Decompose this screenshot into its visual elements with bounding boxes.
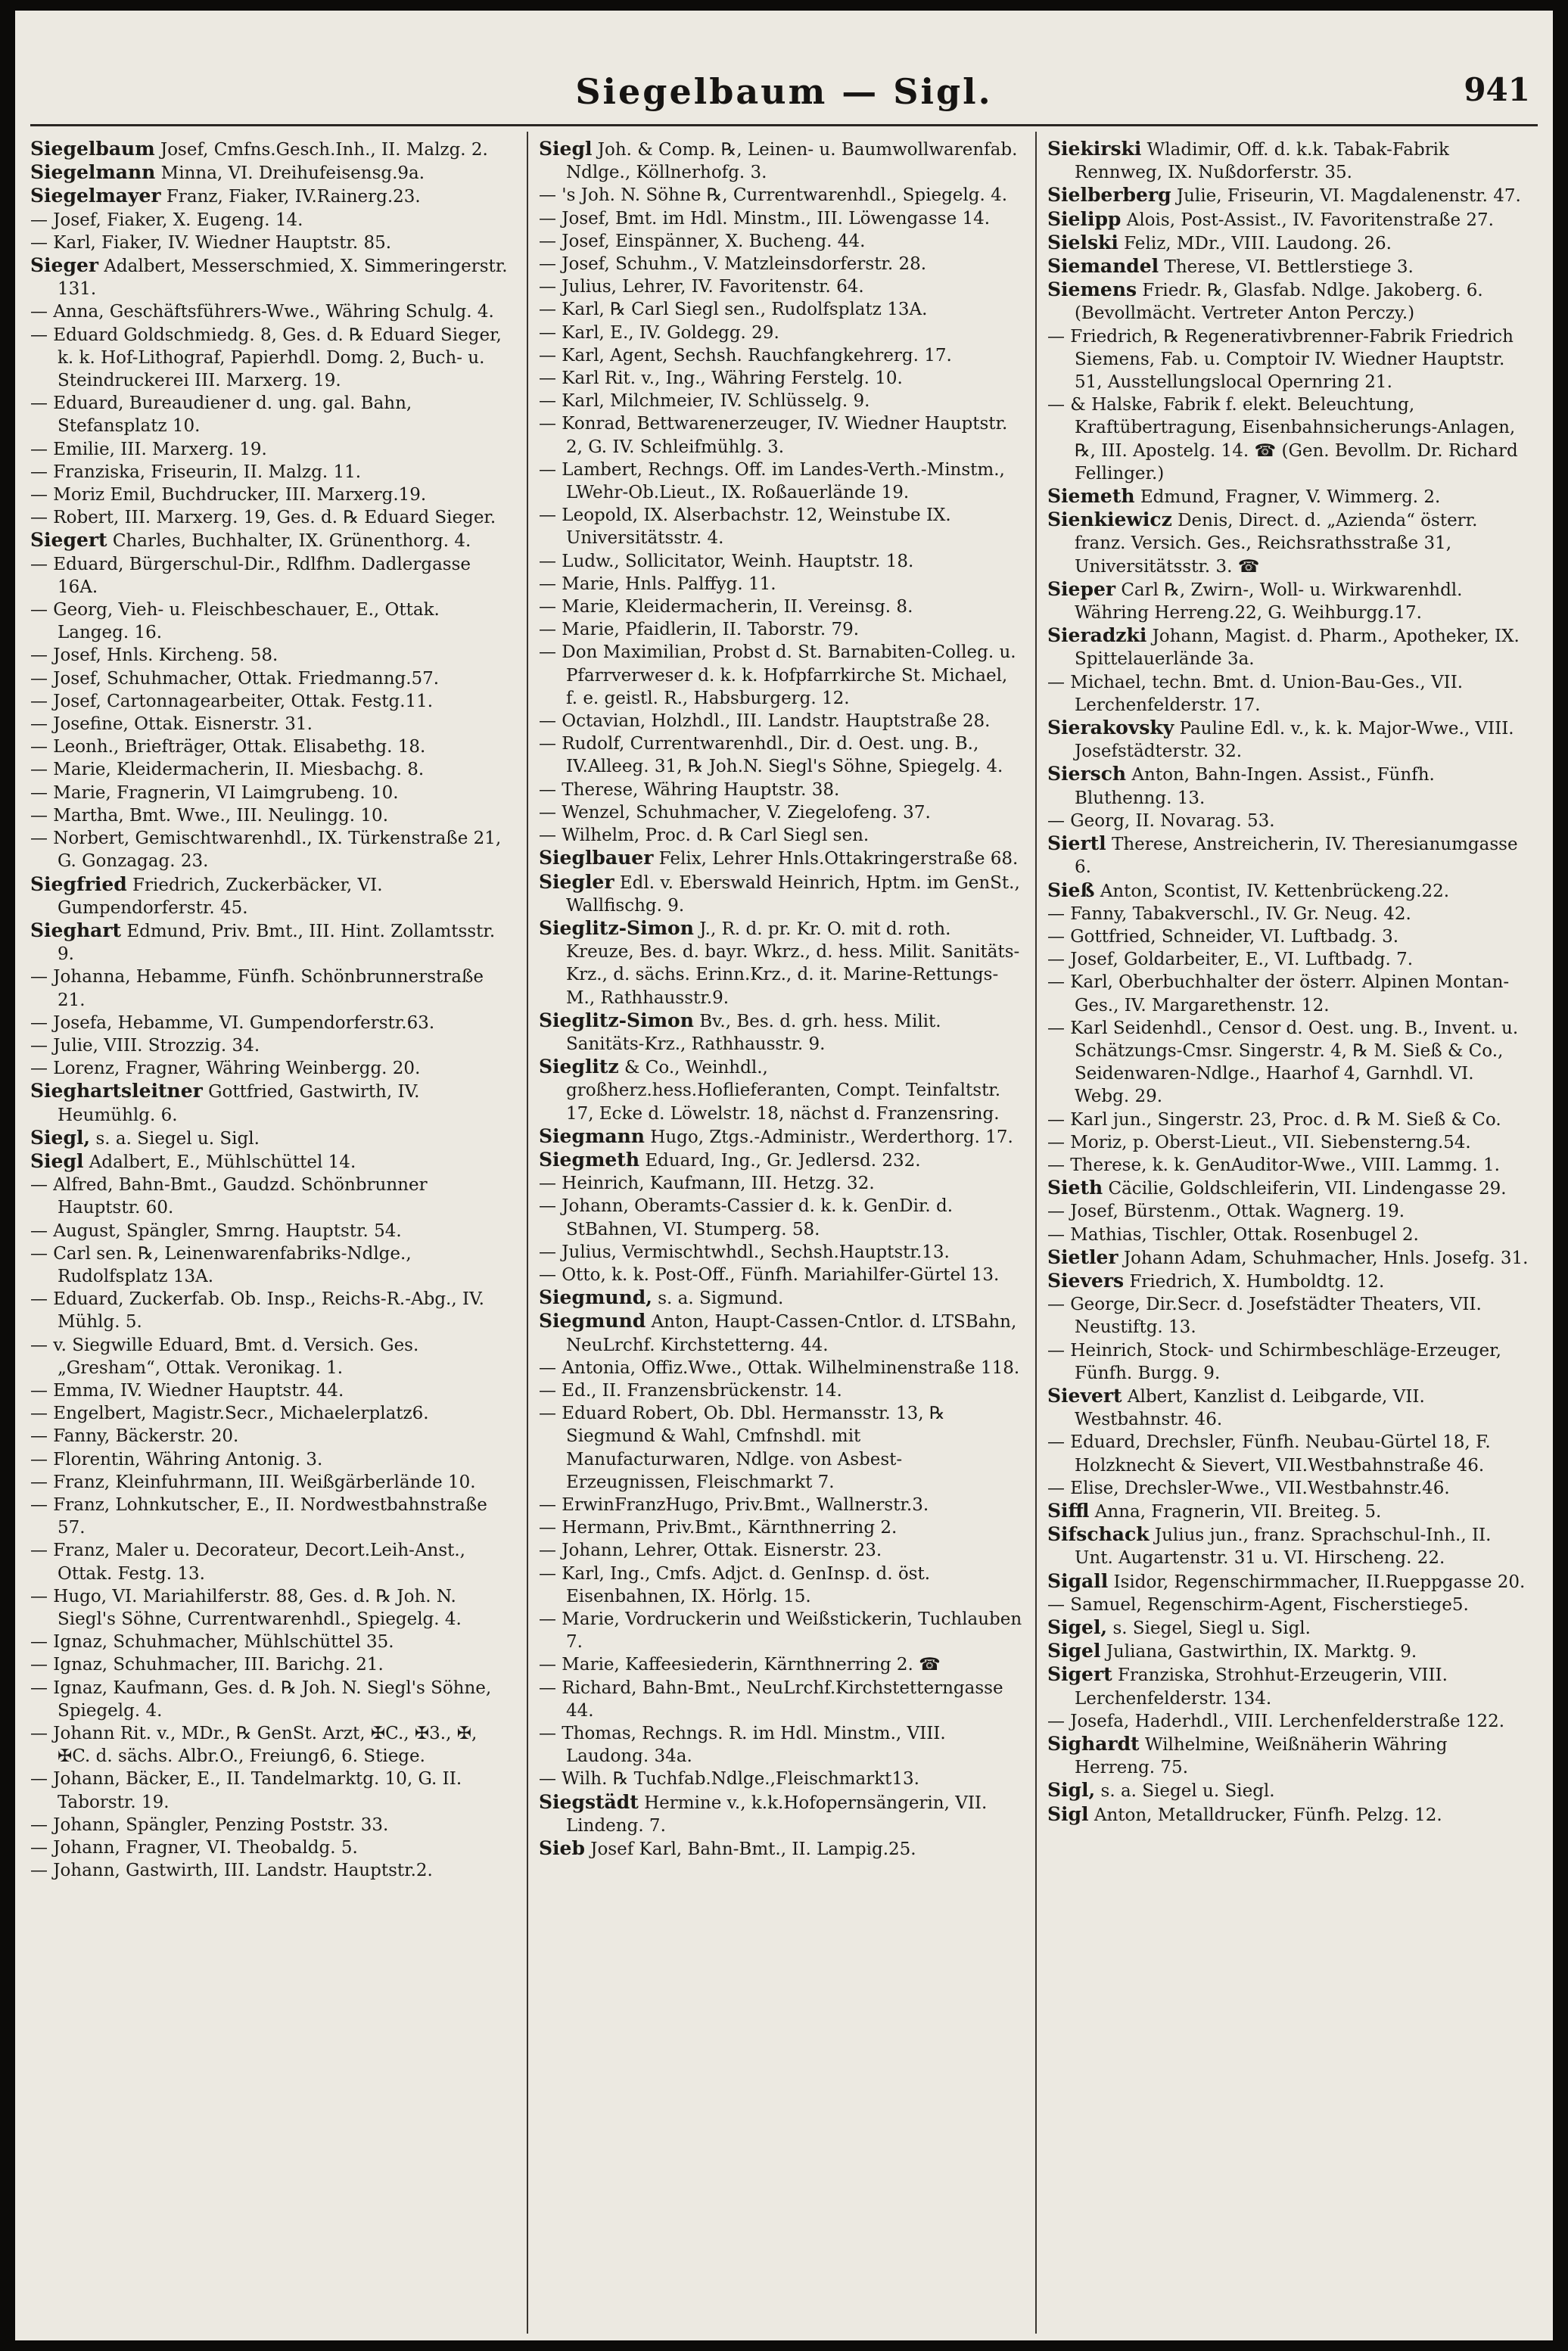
directory-entry: — Johann, Fragner, VI. Theobaldg. 5. [30,1838,358,1858]
directory-entry: Sigl Anton, Metalldrucker, Fünfh. Pelzg. 12. [1047,1802,1442,1825]
directory-entry: — Emma, IV. Wiedner Hauptstr. 44. [30,1380,344,1401]
column-divider [1035,132,1037,2334]
directory-entry: — Karl, E., IV. Goldegg. 29. [539,322,779,343]
directory-entry: Sienkiewicz Denis, Direct. d. „Azienda“ österr. franz. Versich. Ges., Reichsrathsstraße 31, Universitätsstr. 3. ☎ [1047,508,1478,577]
directory-entry: — Josefa, Haderhdl., VIII. Lerchenfelderstraße 122. [1047,1711,1505,1731]
directory-entry: Sievers Friedrich, X. Humboldtg. 12. [1047,1269,1385,1292]
directory-entry: Siegert Charles, Buchhalter, IX. Grünenthorg. 4. [30,529,471,552]
directory-entry: — Wilh. ℞ Tuchfab.Ndlge.,Fleischmarkt13. [539,1769,919,1790]
directory-entry: Sierakovsky Pauline Edl. v., k. k. Major-Wwe., VIII. Josefstädterstr. 32. [1047,717,1514,762]
page-number: 941 [1464,71,1530,108]
directory-entry: — Georg, Vieh- u. Fleischbeschauer, E., Ottak. Langeg. 16. [30,600,440,643]
directory-entry: — Josef, Goldarbeiter, E., VI. Luftbadg. 7. [1047,950,1414,970]
directory-entry: — George, Dir.Secr. d. Josefstädter Theaters, VII. Neustiftg. 13. [1047,1295,1482,1338]
directory-entry: — Alfred, Bahn-Bmt., Gaudzd. Schönbrunner Hauptstr. 60. [30,1175,428,1218]
directory-entry: — Ignaz, Schuhmacher, Mühlschüttel 35. [30,1632,394,1653]
directory-entry: Sieb Josef Karl, Bahn-Bmt., II. Lampig.25. [539,1837,916,1860]
column-1 [30,138,515,2332]
directory-entry: Siegmeth Eduard, Ing., Gr. Jedlersd. 232. [539,1148,921,1171]
directory-entry: Siertl Therese, Anstreicherin, IV. Theresianumgasse 6. [1047,832,1518,878]
directory-entry: — Josef, Einspänner, X. Bucheng. 44. [539,231,866,251]
directory-entry: — Heinrich, Stock- und Schirmbeschläge-Erzeuger, Fünfh. Burgg. 9. [1047,1340,1501,1383]
directory-entry: — Fanny, Tabakverschl., IV. Gr. Neug. 42. [1047,903,1411,924]
directory-entry: — 's Joh. N. Söhne ℞, Currentwarenhdl., Spiegelg. 4. [539,185,1008,206]
directory-entry: — Michael, techn. Bmt. d. Union-Bau-Ges., VII. Lerchenfelderstr. 17. [1047,672,1464,715]
directory-entry: — Konrad, Bettwarenerzeuger, IV. Wiedner Hauptstr. 2, G. IV. Schleifmühlg. 3. [539,414,1008,457]
directory-entry: — Marie, Kaffeesiederin, Kärnthnerring 2. ☎ [539,1655,941,1675]
directory-entry: Sigel, s. Siegel, Siegl u. Sigl. [1047,1616,1311,1638]
directory-entry: Siegler Edl. v. Eberswald Heinrich, Hptm. im GenSt., Wallfischg. 9. [539,870,1020,916]
directory-entry: — Florentin, Währing Antonig. 3. [30,1449,323,1469]
directory-entry: — Heinrich, Kaufmann, III. Hetzg. 32. [539,1174,875,1194]
directory-entry: Siegstädt Hermine v., k.k.Hofopernsängerin, VII. Lindeng. 7. [539,1790,988,1836]
column-2 [539,138,1023,2332]
directory-entry: — Martha, Bmt. Wwe., III. Neulingg. 10. [30,805,389,826]
directory-entry: — Georg, II. Novarag. 53. [1047,810,1275,831]
directory-entry: Siegfried Friedrich, Zuckerbäcker, VI. Gumpendorferstr. 45. [30,872,383,918]
directory-entry: — Karl, Ing., Cmfs. Adjct. d. GenInsp. d. öst. Eisenbahnen, IX. Hörlg. 15. [539,1563,931,1606]
directory-entry: — Franz, Kleinfuhrmann, III. Weißgärberlände 10. [30,1472,476,1492]
directory-page [15,11,1553,2340]
directory-entry: — Engelbert, Magistr.Secr., Michaelerplatz6. [30,1404,429,1424]
directory-entry: — August, Spängler, Smrng. Hauptstr. 54. [30,1221,402,1241]
directory-entry: — Leonh., Briefträger, Ottak. Elisabethg. 18. [30,737,426,757]
directory-entry: Siemens Friedr. ℞, Glasfab. Ndlge. Jakoberg. 6. (Bevollmächt. Vertreter Anton Perczy.) [1047,278,1483,324]
directory-entry: Siegmann Hugo, Ztgs.-Administr., Werderthorg. 17. [539,1124,1013,1147]
directory-entry: — Carl sen. ℞, Leinenwarenfabriks-Ndlge., Rudolfsplatz 13A. [30,1243,412,1286]
directory-entry: Siegelmayer Franz, Fiaker, IV.Rainerg.23. [30,185,421,207]
directory-entry: Siersch Anton, Bahn-Ingen. Assist., Fünfh. Bluthenng. 13. [1047,763,1435,808]
directory-entry: Sieß Anton, Scontist, IV. Kettenbrückeng.22. [1047,879,1450,901]
directory-entry: — Robert, III. Marxerg. 19, Ges. d. ℞ Eduard Sieger. [30,508,496,528]
directory-entry: Siekirski Wladimir, Off. d. k.k. Tabak-Fabrik Rennweg, IX. Nußdorferstr. 35. [1047,138,1449,183]
directory-entry: Siegl Joh. & Comp. ℞, Leinen- u. Baumwollwarenfab. Ndlge., Köllnerhofg. 3. [539,138,1018,183]
directory-entry: Sielipp Alois, Post-Assist., IV. Favoritenstraße 27. [1047,207,1494,230]
directory-entry: — v. Siegwille Eduard, Bmt. d. Versich. Ges. „Gresham“, Ottak. Veronikag. 1. [30,1335,419,1378]
directory-entry: — Anna, Geschäftsführers-Wwe., Währing Schulg. 4. [30,302,494,322]
directory-entry: Siemeth Edmund, Fragner, V. Wimmerg. 2. [1047,485,1441,508]
directory-entry: Sievert Albert, Kanzlist d. Leibgarde, VII. Westbahnstr. 46. [1047,1384,1425,1430]
directory-entry: — Hugo, VI. Mariahilferstr. 88, Ges. d. ℞ Joh. N. Siegl's Söhne, Currentwarenhdl., Spiegelg. 4. [30,1586,462,1629]
directory-entry: — Johann, Bäcker, E., II. Tandelmarktg. 10, G. II. Taborstr. 19. [30,1769,462,1812]
directory-entry: — Eduard Robert, Ob. Dbl. Hermansstr. 13, ℞ Siegmund & Wahl, Cmfnshdl. mit Manufacturwaren, Ndlge. von Asbest-Erzeugnissen, Fleischmarkt 7. [539,1404,945,1492]
directory-entry: — Julius, Lehrer, IV. Favoritenstr. 64. [539,277,864,297]
directory-entry: — Julius, Vermischtwhdl., Sechsh.Hauptstr.13. [539,1242,950,1262]
directory-entry: — Wilhelm, Proc. d. ℞ Carl Siegl sen. [539,826,870,846]
directory-entry: Siegmund, s. a. Sigmund. [539,1286,784,1309]
directory-entry: — Johann, Spängler, Penzing Poststr. 33. [30,1815,389,1835]
directory-entry: — Eduard, Zuckerfab. Ob. Insp., Reichs-R.-Abg., IV. Mühlg. 5. [30,1289,484,1333]
directory-entry: — Josef, Cartonnagearbeiter, Ottak. Festg.11. [30,691,434,711]
directory-entry: — Therese, Währing Hauptstr. 38. [539,779,840,800]
directory-entry: — Karl jun., Singerstr. 23, Proc. d. ℞ M. Sieß & Co. [1047,1109,1501,1130]
directory-entry: — Marie, Hnls. Palffyg. 11. [539,574,776,594]
directory-entry: Sieger Adalbert, Messerschmied, X. Simmeringerstr. 131. [30,254,508,300]
directory-entry: — Johann, Oberamts-Cassier d. k. k. GenDir. d. StBahnen, VI. Stumperg. 58. [539,1196,954,1239]
directory-entry: — Josef, Fiaker, X. Eugeng. 14. [30,210,303,230]
page-header [15,11,1553,112]
directory-entry: Sifschack Julius jun., franz. Sprachschul-Inh., II. Unt. Augartenstr. 31 u. VI. Hirscheng. 22. [1047,1523,1492,1569]
directory-entry: — Samuel, Regenschirm-Agent, Fischerstiege5. [1047,1594,1469,1615]
directory-entry: — Johann, Gastwirth, III. Landstr. Hauptstr.2. [30,1861,433,1881]
directory-entry: — Karl Rit. v., Ing., Währing Ferstelg. 10. [539,369,903,389]
directory-entry: — Eduard, Bureaudiener d. ung. gal. Bahn, Stefansplatz 10. [30,393,412,437]
directory-entry: Sigl, s. a. Siegel u. Siegl. [1047,1779,1275,1802]
directory-entry: — Johann, Lehrer, Ottak. Eisnerstr. 23. [539,1541,882,1561]
directory-entry: — Richard, Bahn-Bmt., NeuLrchf.Kirchstetterngasse 44. [539,1678,1003,1721]
directory-entry: Sieglitz-Simon J., R. d. pr. Kr. O. mit d. roth. Kreuze, Bes. d. bayr. Wkrz., d. hess. Milit. Sanitäts-Krz., d. sächs. Erinn.Krz., d. it. Marine-Rettungs-M., Rathhausstr.9. [539,916,1020,1008]
directory-entry: — ErwinFranzHugo, Priv.Bmt., Wallnerstr.3. [539,1494,929,1515]
directory-entry: — Mathias, Tischler, Ottak. Rosenbugel 2. [1047,1224,1419,1245]
directory-entry: Sieghartsleitner Gottfried, Gastwirth, IV. Heumühlg. 6. [30,1080,420,1125]
directory-entry: — Ignaz, Schuhmacher, III. Barichg. 21. [30,1655,384,1675]
directory-entry: — Josef, Bmt. im Hdl. Minstm., III. Löwengasse 14. [539,208,991,229]
directory-entry: — Karl, Fiaker, IV. Wiedner Hauptstr. 85. [30,232,392,253]
directory-entry: — Moriz Emil, Buchdrucker, III. Marxerg.19. [30,485,427,505]
running-title: Siegelbaum — Sigl. [575,71,993,112]
directory-entry: Sieglbauer Felix, Lehrer Hnls.Ottakringerstraße 68. [539,847,1019,869]
directory-entry: — Eduard, Drechsler, Fünfh. Neubau-Gürtel 18, F. Holzknecht & Sievert, VII.Westbahnstraße 46. [1047,1432,1491,1476]
directory-entry: Sielski Feliz, MDr., VIII. Laudong. 26. [1047,231,1392,253]
directory-entry: — Josef, Schuhm., V. Matzleinsdorferstr. 28. [539,254,927,275]
directory-entry: Sigall Isidor, Regenschirmmacher, II.Rueppgasse 20. [1047,1569,1526,1592]
directory-entry: — Antonia, Offiz.Wwe., Ottak. Wilhelminenstraße 118. [539,1357,1020,1378]
directory-entry: — Rudolf, Currentwarenhdl., Dir. d. Oest. ung. B., IV.Alleeg. 31, ℞ Joh.N. Siegl's Söhne, Spiegelg. 4. [539,734,1003,777]
directory-entry: Siffl Anna, Fragnerin, VII. Breiteg. 5. [1047,1499,1382,1522]
directory-entry: — Marie, Kleidermacherin, II. Miesbachg. 8. [30,760,425,780]
directory-entry: Sietler Johann Adam, Schuhmacher, Hnls. Josefg. 31. [1047,1245,1529,1268]
directory-entry: — Otto, k. k. Post-Off., Fünfh. Mariahilfer-Gürtel 13. [539,1264,1000,1285]
directory-entry: — Josefa, Hebamme, VI. Gumpendorferstr.63. [30,1012,435,1033]
directory-entry: — Therese, k. k. GenAuditor-Wwe., VIII. Lammg. 1. [1047,1155,1500,1175]
directory-entry: Sieglitz-Simon Bv., Bes. d. grh. hess. Milit. Sanitäts-Krz., Rathhausstr. 9. [539,1009,941,1054]
directory-entry: Siegmund Anton, Haupt-Cassen-Cntlor. d. LTSBahn, NeuLrchf. Kirchstetterng. 44. [539,1310,1017,1355]
directory-entry: Siegl Adalbert, E., Mühlschüttel 14. [30,1149,356,1172]
directory-entry: — Josef, Schuhmacher, Ottak. Friedmanng.57. [30,668,440,689]
directory-entry: Sieper Carl ℞, Zwirn-, Woll- u. Wirkwarenhdl. Währing Herreng.22, G. Weihburgg.17. [1047,577,1463,624]
directory-entry: Sighardt Wilhelmine, Weißnäherin Währing Herreng. 75. [1047,1733,1448,1778]
directory-entry: — Franz, Maler u. Decorateur, Decort.Leih-Anst., Ottak. Festg. 13. [30,1541,465,1584]
directory-entry: — Leopold, IX. Alserbachstr. 12, Weinstube IX. Universitätsstr. 4. [539,505,951,549]
directory-entry: — Thomas, Rechngs. R. im Hdl. Minstm., VIII. Laudong. 34a. [539,1724,946,1767]
directory-entry: Siegelbaum Josef, Cmfns.Gesch.Inh., II. Malzg. 2. [30,138,488,160]
directory-entry: — Fanny, Bäckerstr. 20. [30,1426,239,1447]
directory-entry: Siemandel Therese, VI. Bettlerstiege 3. [1047,255,1414,278]
directory-entry: — Moriz, p. Oberst-Lieut., VII. Siebensterng.54. [1047,1132,1471,1152]
column-divider [527,132,528,2334]
directory-entry: Siegelmann Minna, VI. Dreihufeisensg.9a. [30,161,425,184]
directory-entry: — Don Maximilian, Probst d. St. Barnabiten-Colleg. u. Pfarrverweser d. k. k. Hofpfarrkirche St. Michael, f. e. geistl. R., Habsburgerg. 12. [539,642,1016,708]
directory-entry: — Friedrich, ℞ Regenerativbrenner-Fabrik Friedrich Siemens, Fab. u. Comptoir IV. Wiedner Hauptstr. 51, Ausstellungslocal Opernring 21. [1047,326,1514,393]
directory-entry: — Ignaz, Kaufmann, Ges. d. ℞ Joh. N. Siegl's Söhne, Spiegelg. 4. [30,1678,492,1721]
directory-entry: Sigel Juliana, Gastwirthin, IX. Marktg. 9. [1047,1640,1417,1662]
column-3 [1047,138,1532,2332]
directory-entry: — Gottfried, Schneider, VI. Luftbadg. 3. [1047,926,1399,947]
directory-entry: — Marie, Vordruckerin und Weißstickerin, Tuchlauben 7. [539,1609,1022,1653]
directory-entry: — Emilie, III. Marxerg. 19. [30,439,267,459]
directory-entry: — Karl, Oberbuchhalter der österr. Alpinen Montan-Ges., IV. Margarethenstr. 12. [1047,972,1510,1015]
directory-entry: — Josef, Hnls. Kircheng. 58. [30,645,278,666]
directory-entry: — Norbert, Gemischtwarenhdl., IX. Türkenstraße 21, G. Gonzagag. 23. [30,829,502,872]
directory-entry: — Johann Rit. v., MDr., ℞ GenSt. Arzt, ✠C., ✠3., ✠, ✠C. d. sächs. Albr.O., Freiung6, 6. Stiege. [30,1724,478,1767]
directory-entry: — Marie, Pfaidlerin, II. Taborstr. 79. [539,620,860,640]
directory-entry: Sieradzki Johann, Magist. d. Pharm., Apotheker, IX. Spittelauerlände 3a. [1047,624,1520,670]
directory-entry: — Lorenz, Fragner, Währing Weinbergg. 20. [30,1059,421,1079]
directory-entry: — Eduard, Bürgerschul-Dir., Rdlfhm. Dadlergasse 16A. [30,554,471,597]
directory-entry: — Karl, ℞ Carl Siegl sen., Rudolfsplatz 13A. [539,300,928,320]
header-rule [30,124,1538,126]
directory-entry: Sigert Franziska, Strohhut-Erzeugerin, VIII. Lerchenfelderstr. 134. [1047,1663,1448,1709]
directory-entry: — Hermann, Priv.Bmt., Kärnthnerring 2. [539,1518,898,1538]
directory-entry: — Josefine, Ottak. Eisnerstr. 31. [30,714,313,735]
directory-entry: Sieglitz & Co., Weinhdl., großherz.hess.Hoflieferanten, Compt. Teinfaltstr. 17, Ecke d. Löwelstr. 18, nächst d. Franzensring. [539,1056,1001,1124]
directory-entry: — Franziska, Friseurin, II. Malzg. 11. [30,462,362,482]
directory-entry: — Marie, Kleidermacherin, II. Vereinsg. 8. [539,597,913,617]
directory-entry: — Ludw., Sollicitator, Weinh. Hauptstr. 18. [539,551,914,571]
directory-entry: — Wenzel, Schuhmacher, V. Ziegelofeng. 37. [539,802,931,823]
directory-entry: — Eduard Goldschmiedg. 8, Ges. d. ℞ Eduard Sieger, k. k. Hof-Lithograf, Papierhdl. Domg. 2, Buch- u. Steindruckerei III. Marxerg. 19. [30,325,502,391]
directory-entry: — Karl, Milchmeier, IV. Schlüsselg. 9. [539,391,870,412]
directory-entry: Siegl, s. a. Siegel u. Sigl. [30,1126,260,1149]
directory-entry: Sieghart Edmund, Priv. Bmt., III. Hint. Zollamtsstr. 9. [30,919,496,965]
directory-entry: — Josef, Bürstenm., Ottak. Wagnerg. 19. [1047,1202,1405,1222]
directory-entry: — Elise, Drechsler-Wwe., VII.Westbahnstr.46. [1047,1478,1450,1498]
directory-entry: Sielberberg Julie, Friseurin, VI. Magdalenenstr. 47. [1047,184,1521,207]
directory-entry: — Franz, Lohnkutscher, E., II. Nordwestbahnstraße 57. [30,1494,487,1538]
directory-entry: — Karl, Agent, Sechsh. Rauchfangkehrerg. 17. [539,345,952,365]
directory-entry: — & Halske, Fabrik f. elekt. Beleuchtung, Kraftübertragung, Eisenbahnsicherungs-Anlagen, ℞, III. Apostelg. 14. ☎ (Gen. Bevollm. Dr. Richard Fellinger.) [1047,395,1518,484]
directory-entry: — Ed., II. Franzensbrückenstr. 14. [539,1380,842,1401]
directory-entry: — Johanna, Hebamme, Fünfh. Schönbrunnerstraße 21. [30,967,484,1010]
directory-entry: — Lambert, Rechngs. Off. im Landes-Verth.-Minstm., LWehr-Ob.Lieut., IX. Roßauerlände 19. [539,459,1005,503]
directory-entry: Sieth Cäcilie, Goldschleiferin, VII. Lindengasse 29. [1047,1177,1507,1199]
directory-entry: — Marie, Fragnerin, VI Laimgrubeng. 10. [30,782,399,803]
directory-entry: — Julie, VIII. Strozzig. 34. [30,1035,260,1056]
directory-entry: — Karl Seidenhdl., Censor d. Oest. ung. B., Invent. u. Schätzungs-Cmsr. Singerstr. 4, ℞ M. Sieß & Co., Seidenwaren-Ndlge., Haarhof 4, Garnhdl. VI. Webg. 29. [1047,1018,1519,1107]
directory-entry: — Octavian, Holzhdl., III. Landstr. Hauptstraße 28. [539,711,991,732]
